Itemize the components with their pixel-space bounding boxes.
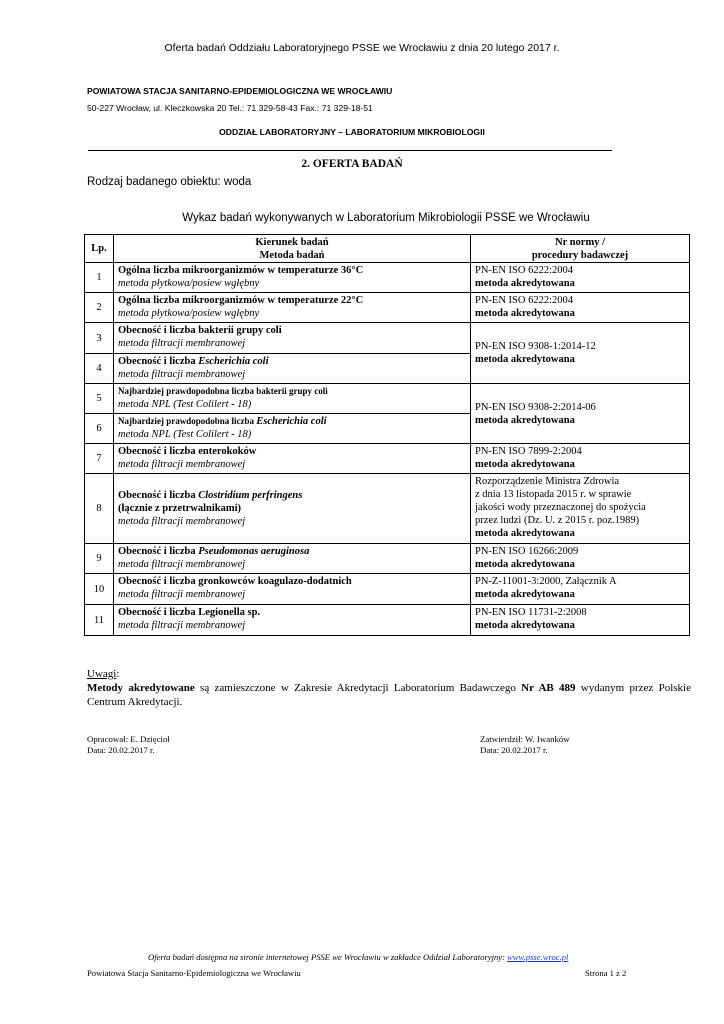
norm-number: PN-EN ISO 9308-2:2014-06 [475,401,596,413]
footer-website-link[interactable]: www.psse.wroc.pl [507,952,569,962]
row-lp: 7 [85,444,114,474]
accreditation-status: metoda akredytowana [475,308,575,319]
notes-bold-start: Metody akredytowane [87,682,195,694]
test-name-note: (łącznie z przetrwalnikami) [118,503,242,514]
test-method: metoda filtracji membranowej [118,516,246,527]
test-name [118,355,466,368]
row-norm [471,323,690,384]
prepared-by-block [87,734,170,756]
header-divider [88,150,612,151]
accreditation-status: metoda akredytowana [475,589,575,600]
accreditation-status: metoda akredytowana [475,278,575,289]
row-lp: 2 [85,293,114,323]
test-method: metoda filtracji membranowej [118,459,246,470]
test-method: metoda NPL (Test Colilert - 18) [118,399,252,410]
table-header-row [85,235,690,263]
norm-line: jakości wody przeznaczonej do spożycia [475,502,646,513]
test-name [118,489,466,502]
table-row [85,605,690,636]
test-name-prefix: Obecność i liczba [118,490,199,501]
table-row [85,544,690,574]
accreditation-status: metoda akredytowana [475,459,575,470]
header-procedure-label: procedury badawczej [531,249,629,261]
row-lp: 1 [85,263,114,293]
norm-number: PN-EN ISO 7899-2:2004 [475,446,582,457]
row-lp: 9 [85,544,114,574]
test-method: metoda filtracji membranowej [118,338,246,349]
row-test [114,414,471,444]
test-name: Obecność i liczba Legionella sp. [118,607,261,618]
test-name: Obecność i liczba enterokoków [118,446,257,457]
document-header-title: Oferta badań Oddziału Laboratoryjnego PSSE we Wrocławiu z dnia 20 lutego 2017 r. [164,42,560,54]
test-name: Obecność i liczba bakterii grupy coli [118,325,282,336]
header-direction-label: Kierunek badań [255,236,329,248]
row-lp: 3 [85,323,114,354]
norm-number: PN-EN ISO 6222:2004 [475,265,574,276]
test-name [118,415,466,428]
footer-organization: Powiatowa Stacja Sanitarno-Epidemiologiczna we Wrocławiu [87,968,301,978]
notes-label: Uwagi [87,668,117,680]
header-direction [114,235,471,263]
table-caption: Wykaz badań wykonywanych w Laboratorium Mikrobiologii PSSE we Wrocławiu [182,212,590,224]
row-norm [471,605,690,636]
row-norm [471,384,690,444]
accreditation-status: metoda akredytowana [475,620,575,631]
notes-colon: : [116,668,120,680]
notes-text-mid: są zamieszczone w Zakresie Akredytacji Laboratorium Badawczego [194,682,522,694]
footer-note [148,952,568,962]
test-name-organism: Pseudomonas aeruginosa [198,546,310,557]
table-row [85,444,690,474]
approved-by: Zatwierdził: W. Iwanków [480,734,570,744]
approved-by-block [480,734,570,756]
row-lp: 10 [85,574,114,605]
row-test [114,544,471,574]
row-test [114,384,471,414]
norm-number: PN-EN ISO 6222:2004 [475,295,574,306]
accreditation-status: metoda akredytowana [475,528,575,539]
norm-number: PN-EN ISO 9308-1:2014-12 [475,341,596,352]
norm-number: PN-EN ISO 16266:2009 [475,546,579,557]
test-name-prefix: Najbardziej prawdopodobna liczba [118,416,257,426]
test-method: metoda płytkowa/posiew wgłębny [118,308,260,319]
norm-line: Rozporządzenie Ministra Zdrowia [475,476,620,487]
approved-date: Data: 20.02.2017 r. [480,745,548,755]
section-title: 2. OFERTA BADAŃ [301,158,403,170]
row-norm [471,293,690,323]
row-lp: 11 [85,605,114,636]
accreditation-status: metoda akredytowana [475,559,575,570]
notes-accreditation-number: Nr AB 489 [521,682,576,694]
test-name [118,545,466,558]
row-lp: 8 [85,474,114,544]
header-norm [471,235,690,263]
table-row [85,384,690,414]
test-method: metoda filtracji membranowej [118,589,246,600]
prepared-date: Data: 20.02.2017 r. [87,745,155,755]
row-test [114,323,471,354]
page-number: Strona 1 z 2 [585,968,627,978]
table-row [85,574,690,605]
accreditation-status: metoda akredytowana [475,354,575,365]
test-method: metoda filtracji membranowej [118,620,246,631]
test-name-organism: Escherichia coli [198,356,269,367]
organization-address: 50-227 Wrocław, ul. Kleczkowska 20 Tel.: 71 329-58-43 Fax.: 71 329-18-51 [87,103,373,113]
test-name-organism: Escherichia coli [256,416,327,427]
organization-name: POWIATOWA STACJA SANITARNO-EPIDEMIOLOGICZNA WE WROCŁAWIU [87,86,393,96]
test-name-prefix: Obecność i liczba [118,356,199,367]
table-row [85,474,690,544]
test-name: Ogólna liczba mikroorganizmów w temperaturze 22°C [118,295,364,306]
norm-line: z dnia 13 listopada 2015 r. w sprawie [475,489,632,500]
prepared-by: Opracował: E. Dzięcioł [87,734,170,744]
header-norm-label: Nr normy / [555,236,605,248]
norm-number: PN-EN ISO 11731-2:2008 [475,607,587,618]
row-test [114,293,471,323]
row-norm [471,263,690,293]
test-method: metoda filtracji membranowej [118,369,246,380]
test-name-organism: Clostridium perfringens [198,490,303,501]
row-norm [471,444,690,474]
test-name: Ogólna liczba mikroorganizmów w temperaturze 36°C [118,265,364,276]
notes-text-end: wydanym przez Polskie Centrum Akredytacji. [87,682,691,708]
table-row [85,293,690,323]
test-name: Obecność i liczba gronkowców koagulazo-dodatnich [118,576,352,587]
object-type-label: Rodzaj badanego obiektu: woda [87,176,252,188]
row-lp: 4 [85,354,114,384]
row-lp: 6 [85,414,114,444]
notes-section [87,667,691,709]
test-name-prefix: Obecność i liczba [118,546,199,557]
footer-note-text: Oferta badań dostępna na stronie internetowej PSSE we Wrocławiu w zakładce Oddział Laboratoryjny: [148,952,508,962]
norm-line: przez ludzi (Dz. U. z 2015 r. poz.1989) [475,515,640,526]
row-test [114,444,471,474]
department-name: ODDZIAŁ LABORATORYJNY – LABORATORIUM MIKROBIOLOGII [219,127,485,137]
row-norm [471,574,690,605]
row-norm [471,544,690,574]
test-name: Najbardziej prawdopodobna liczba bakterii grupy coli [118,386,328,396]
notes-heading [87,667,691,681]
row-test [114,605,471,636]
tests-table [84,234,690,636]
norm-number: PN-Z-11001-3:2000, Załącznik A [475,576,617,587]
test-method: metoda NPL (Test Colilert - 18) [118,429,252,440]
row-norm [471,474,690,544]
row-test [114,474,471,544]
accreditation-status: metoda akredytowana [475,414,575,426]
notes-text [87,681,691,709]
test-method: metoda filtracji membranowej [118,559,246,570]
header-method-label: Metoda badań [259,249,325,261]
test-method: metoda płytkowa/posiew wgłębny [118,278,260,289]
table-row [85,323,690,354]
row-test [114,574,471,605]
table-row [85,263,690,293]
row-lp: 5 [85,384,114,414]
row-test [114,354,471,384]
header-lp: Lp. [85,235,114,263]
row-test [114,263,471,293]
